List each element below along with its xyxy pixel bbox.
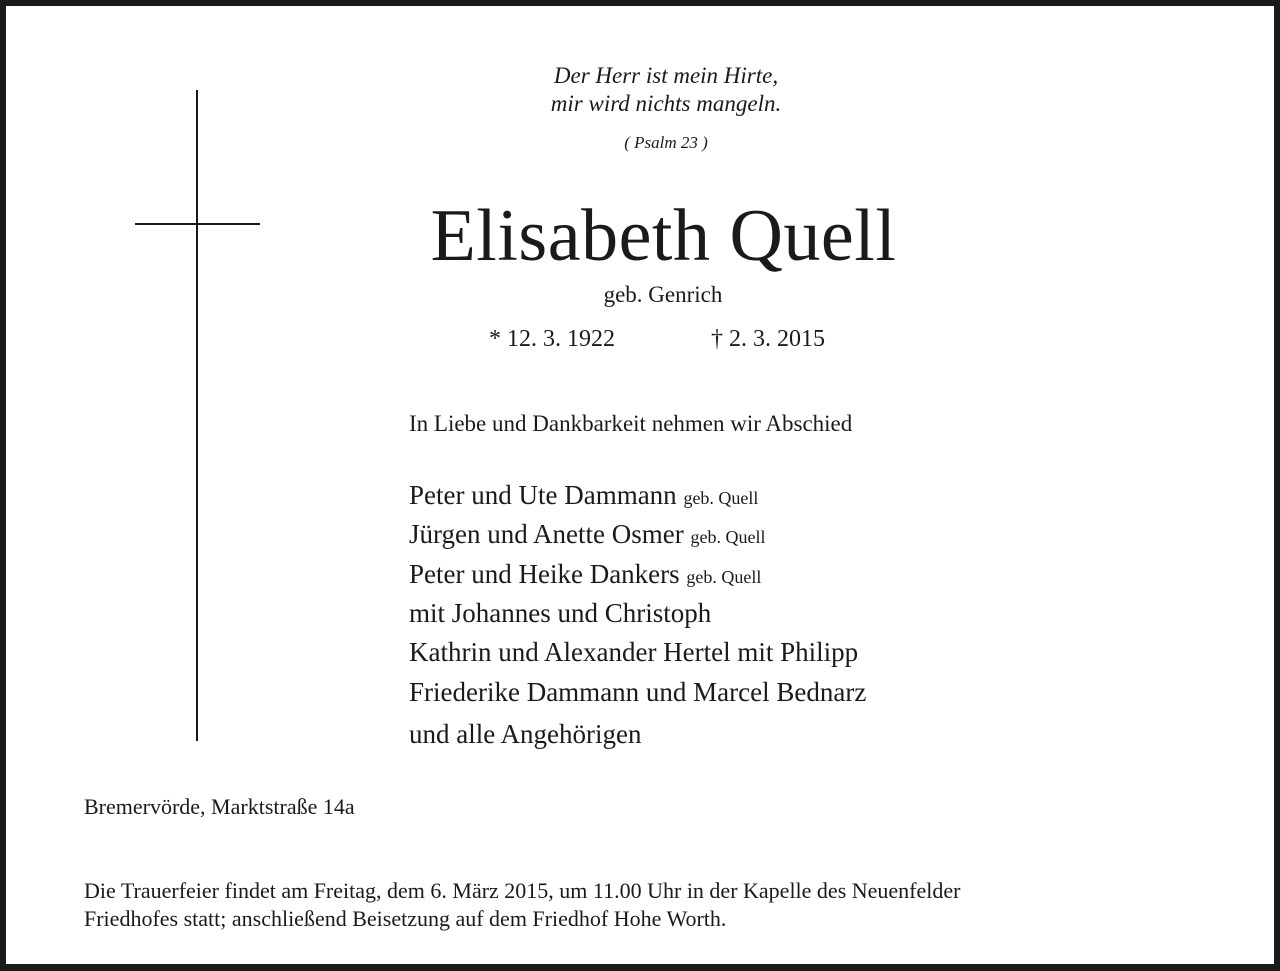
cross-horizontal-bar [135, 223, 260, 225]
family-line [409, 637, 858, 667]
funeral-notice-line-2: Friedhofes statt; anschließend Beisetzung auf dem Friedhof Hohe Worth. [84, 906, 727, 931]
family-names: Kathrin und Alexander Hertel mit Philipp [409, 637, 859, 667]
address: Bremervörde, Marktstraße 14a [84, 794, 355, 819]
psalm-line-2: mir wird nichts mangeln. [550, 91, 782, 116]
family-names: und alle Angehörigen [409, 719, 642, 749]
cross-vertical-bar [196, 90, 198, 741]
maiden-name: geb. Genrich [603, 282, 723, 307]
death-date: † 2. 3. 2015 [711, 326, 825, 352]
funeral-notice-line-1: Die Trauerfeier findet am Freitag, dem 6. März 2015, um 11.00 Uhr in der Kapelle des Neuenfelder [84, 878, 961, 903]
birth-date: * 12. 3. 1922 [489, 326, 615, 352]
family-names: Peter und Ute Dammann [409, 480, 677, 510]
family-line [409, 559, 761, 592]
family-names: Peter und Heike Dankers [409, 559, 680, 589]
family-names: Jürgen und Anette Osmer [409, 519, 684, 549]
psalm-reference: ( Psalm 23 ) [624, 133, 708, 152]
family-line [409, 677, 866, 707]
family-line [409, 480, 758, 513]
family-suffix: geb. Quell [690, 527, 766, 547]
family-line [409, 719, 641, 749]
psalm-line-1: Der Herr ist mein Hirte, [553, 63, 779, 88]
deceased-name: Elisabeth Quell [430, 195, 897, 277]
family-names: Friederike Dammann und Marcel Bednarz [409, 677, 867, 707]
family-line [409, 519, 765, 552]
family-line [409, 598, 711, 628]
family-suffix: geb. Quell [683, 488, 759, 508]
family-names: mit Johannes und Christoph [409, 598, 712, 628]
farewell-intro: In Liebe und Dankbarkeit nehmen wir Abschied [409, 411, 853, 436]
family-suffix: geb. Quell [686, 567, 762, 587]
